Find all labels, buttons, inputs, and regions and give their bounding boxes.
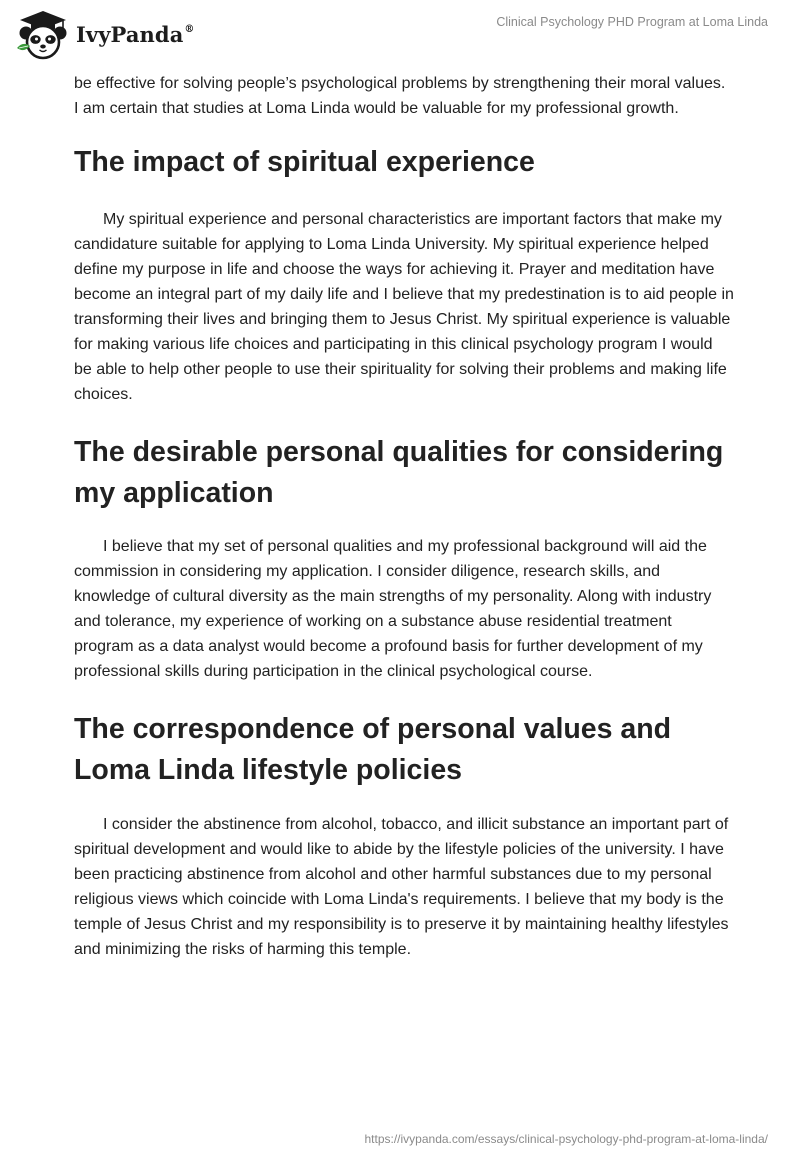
panda-graduate-icon — [14, 8, 72, 60]
section-heading-spiritual-experience: The impact of spiritual experience — [74, 146, 535, 178]
essay-content — [74, 71, 734, 962]
section-heading-lifestyle-policies: The correspondence of personal values and Loma Linda lifestyle policies — [74, 713, 672, 786]
page-header — [0, 0, 800, 64]
brand-name: IvyPanda® — [76, 21, 195, 47]
section-heading-personal-qualities: The desirable personal qualities for considering my application — [74, 436, 724, 509]
section-body-spiritual-experience: My spiritual experience and personal characteristics are important factors that make my candidature suitable for applying to Loma Linda University. My spiritual experience helped define my purpose in life and choose the ways for achieving it. Prayer and meditation have become an integral part of my daily life and I believe that my predestination is to aid people in transforming their lives and bringing them to Jesus Christ. My spiritual experience is valuable for making various life choices and participating in this clinical psychology program I would be able to help other people to use their spirituality for solving their problems and making life choices. — [74, 211, 734, 403]
section-body-lifestyle-policies: I consider the abstinence from alcohol, tobacco, and illicit substance an important part of spiritual development and would like to abide by the lifestyle policies of the university. I have been practicing abstinence from alcohol and other harmful substances due to my personal religious views which coincide with Loma Linda's requirements. I believe that my body is the temple of Jesus Christ and my responsibility is to preserve it by maintaining healthy lifestyles and minimizing the risks of harming this temple. — [74, 816, 729, 958]
intro-paragraph: be effective for solving people’s psychological problems by strengthening their moral values. I am certain that studies at Loma Linda would be valuable for my professional growth. — [74, 75, 726, 117]
source-url[interactable]: https://ivypanda.com/essays/clinical-psychology-phd-program-at-loma-linda/ — [364, 1132, 768, 1146]
section-body-personal-qualities: I believe that my set of personal qualities and my professional background will aid the commission in considering my application. I consider diligence, research skills, and knowledge of cultural diversity as the main strengths of my personality. Along with industry and tolerance, my experience of working on a substance abuse residential treatment program as a data analyst would become a profound basis for further development of my professional skills during participation in the clinical psychological course. — [74, 538, 712, 680]
brand-logo[interactable] — [14, 8, 195, 60]
registered-mark: ® — [184, 23, 195, 35]
document-title: Clinical Psychology PHD Program at Loma Linda — [496, 15, 768, 29]
